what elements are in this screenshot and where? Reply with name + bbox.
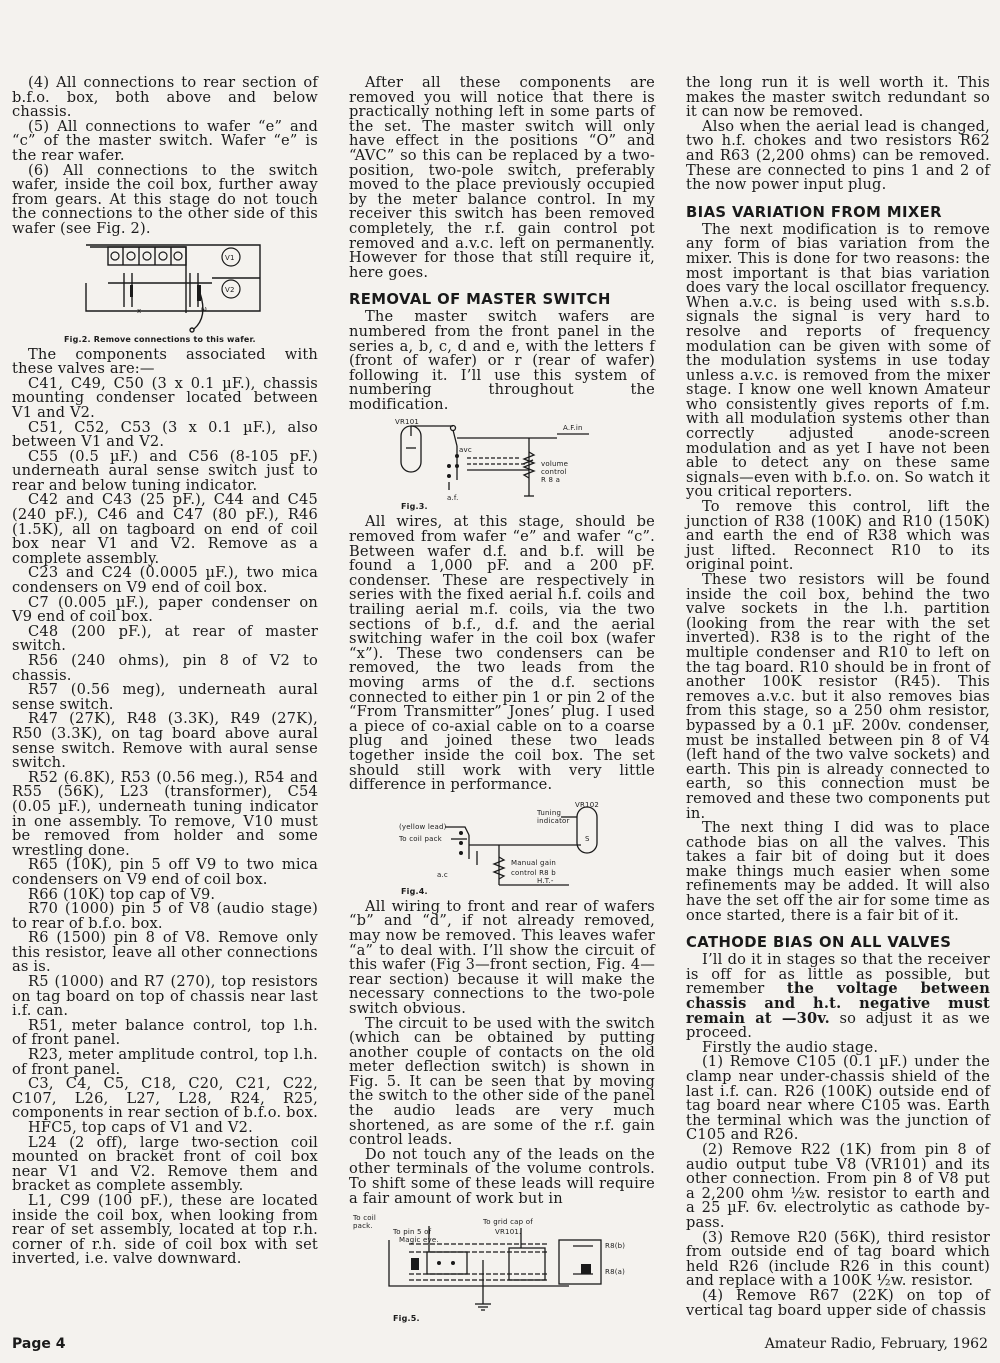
figure-3-caption: Fig.3. bbox=[401, 502, 428, 512]
figure-3-diagram bbox=[349, 418, 655, 502]
paragraph: R52 (6.8K), R53 (0.56 meg.), R54 and R55 (56K), L23 (transformer), C54 (0.05 µF.), underneath tuning indicator in one assembly. To remove, V10 must be removed from holder and some wrestling done. bbox=[12, 768, 318, 859]
paragraph: (5) All connections to wafer “e” and “c” of the master switch. Wafer “e” is the rear wafer. bbox=[12, 117, 318, 164]
paragraph: R56 (240 ohms), pin 8 of V2 to chassis. bbox=[12, 652, 318, 684]
paragraph: R6 (1500) pin 8 of V8. Remove only this resistor, leave all other connections as is. bbox=[12, 929, 318, 976]
paragraph: C3, C4, C5, C18, C20, C21, C22, C107, L26, L27, L28, R24, R25, components in rear section of b.f.o. box. bbox=[12, 1075, 318, 1122]
paragraph: (4) Remove R67 (22K) on top of vertical tag board upper side of chassis bbox=[686, 1286, 990, 1319]
column-2 bbox=[349, 76, 655, 1327]
publication-footer: Amateur Radio, February, 1962 bbox=[764, 1336, 988, 1352]
figure-5-diagram bbox=[349, 1212, 655, 1316]
paragraph: (1) Remove C105 (0.1 µF.) under the clamp near under-chassis shield of the last i.f. can. R26 (100K) outside end of tag board near where C105 was. Earth the terminal which was the junction of C105 and R26. bbox=[686, 1053, 990, 1144]
magic-eye-label: Magic eye. bbox=[399, 1236, 439, 1245]
r8b-label: R8(b) bbox=[605, 1242, 626, 1251]
r8b-label: control R8 b bbox=[511, 868, 556, 877]
paragraph: The master switch wafers are numbered from the front panel in the series a, b, c, d and e, with the letters f (front of wafer) or r (rear of wafer) following it. I’ll use this system of numbering throughout the modification. bbox=[349, 308, 655, 413]
afin-label: A.F.in bbox=[563, 424, 583, 433]
paragraph: To remove this control, lift the junction of R38 (100K) and R10 (150K) and earth the end of R38 which was just lifted. Reconnect R10 to its original point. bbox=[686, 498, 990, 574]
paragraph: (4) All connections to rear section of b.f.o. box, both above and below chassis. bbox=[12, 74, 318, 121]
section-heading: BIAS VARIATION FROM MIXER bbox=[686, 203, 942, 221]
paragraph: R5 (1000) and R7 (270), top resistors on tag board on top of chassis near last i.f. can. bbox=[12, 973, 318, 1020]
tuning-label: Tuning bbox=[537, 808, 562, 817]
ac-label: a.c bbox=[437, 870, 448, 879]
column-1 bbox=[12, 76, 318, 1267]
paragraph: L24 (2 off), large two-section coil mounted on bracket front of coil box near V1 and V2. Remove them and bracket as complete assembly. bbox=[12, 1133, 318, 1195]
vr101-label: VR101 bbox=[395, 418, 420, 427]
figure-4 bbox=[349, 799, 655, 896]
paragraph: C42 and C43 (25 pF.), C44 and C45 (240 pF.), C46 and C47 (80 pF.), R46 (1.5K), all on tagboard on end of coil box near V1 and V2. Remove as a complete assembly. bbox=[12, 491, 318, 567]
figure-3 bbox=[349, 418, 655, 511]
grid-cap-label: To grid cap of bbox=[483, 1218, 533, 1227]
paragraph: After all these components are removed you will notice that there is practically nothing left in some parts of the set. The master switch will only have effect in the positions “O” and “AVC” so this can be replaced by a two-position, two-pole switch, preferably moved to the place previously occupied by the meter balance control. In my receiver this switch has been removed completely, the r.f. gain control pot removed and a.v.c. left on permanently. However for those that still require it, here goes. bbox=[349, 74, 655, 281]
paragraph: C23 and C24 (0.0005 µF.), two mica condensers on V9 end of coil box. bbox=[12, 564, 318, 597]
paragraph: The components associated with these valves are:— bbox=[12, 345, 318, 378]
control-label: control bbox=[541, 468, 567, 477]
paragraph: R66 (10K) top cap of V9. bbox=[28, 885, 216, 903]
figure-2-diagram bbox=[12, 243, 318, 339]
v2-label: V2 bbox=[225, 285, 235, 294]
paragraph: C55 (0.5 µF.) and C56 (8-105 pF.) underneath aural sense switch just to rear and below tuning indicator. bbox=[12, 447, 318, 494]
paragraph: Do not touch any of the leads on the other terminals of the volume controls. To shift some of these leads will require a fair amount of work but in bbox=[349, 1145, 655, 1207]
paragraph: the long run it is well worth it. This makes the master switch redundant so it can now be removed. bbox=[686, 74, 990, 121]
vr101-label: VR101. bbox=[495, 1228, 522, 1237]
emphasis-text: the voltage between chassis and h.t. negative must remain at —30v. bbox=[686, 980, 991, 1027]
af-label: a.f. bbox=[447, 494, 459, 503]
paragraph: All wires, at this stage, should be removed from wafer “e” and wafer “c”. Between wafer d.f. and b.f. will be found a 1,000 pF. and a 200 pF. condenser. These are respectively in series with the fixed aerial h.f. coils and trailing aerial m.f. coils, via the two sections of b.f., d.f. and the aerial switching wafer in the coil box (wafer “x”). These two condensers can be removed, the two leads from the moving arms of the d.f. sections connected to either pin 1 or pin 2 of the “From Transmitter” Jones’ plug. I used a piece of co-axial cable on to a coarse plug and joined these two leads together inside the coil box. The set should still work with very little difference in performance. bbox=[349, 513, 655, 794]
manual-gain-label: Manual gain bbox=[511, 858, 556, 867]
paragraph: The next modification is to remove any form of bias variation from the mixer. This is done for two reasons: the most important is that bias variation does vary the local oscillator frequency. When a.v.c. is being used with s.s.b. signals the signal is very hard to resolve and reports of frequency modulation can be given with some of the modulation systems in use today unless a.v.c. is removed from the mixer stage. I know one well known Amateur who consistently gives reports of f.m. with all modulation systems other than correctly adjusted anode-screen modulation and as yet I have not been able to detect any on these same signals—even with b.f.o. on. So watch it you critical reporters. bbox=[686, 220, 990, 501]
r8a-label: R 8 a bbox=[541, 476, 561, 485]
paragraph-text: so adjust it as we proceed. bbox=[686, 1009, 990, 1042]
paragraph: C7 (0.005 µF.), paper condenser on V9 end of coil box. bbox=[12, 593, 318, 626]
figure-5 bbox=[349, 1212, 655, 1323]
paragraph: Also when the aerial lead is changed, two h.f. chokes and two resistors R62 and R63 (2,200 ohms) can be removed. These are connected to pins 1 and 2 of the now power input plug. bbox=[686, 117, 990, 194]
paragraph: R23, meter amplitude control, top l.h. of front panel. bbox=[12, 1046, 318, 1078]
paragraph: R57 (0.56 meg), underneath aural sense switch. bbox=[12, 681, 318, 713]
paragraph: C48 (200 pF.), at rear of master switch. bbox=[12, 622, 318, 655]
paragraph: C41, C49, C50 (3 x 0.1 µF.), chassis mounting condenser located between V1 and V2. bbox=[12, 374, 318, 421]
paragraph-text: I’ll do it in stages so that the receiver is off for as little as possible, but remember bbox=[686, 951, 990, 998]
wafer-label: ω bbox=[201, 304, 208, 313]
paragraph: R51, meter balance control, top l.h. of front panel. bbox=[12, 1016, 318, 1049]
r8a-label: R8(a) bbox=[605, 1268, 626, 1277]
ht-label: H.T.- bbox=[537, 876, 554, 885]
paragraph: R65 (10K), pin 5 off V9 to two mica condensers on V9 end of coil box. bbox=[12, 856, 318, 888]
paragraph bbox=[686, 953, 990, 1041]
pin5-label: To pin 5 of bbox=[393, 1228, 432, 1237]
paragraph: C51, C52, C53 (3 x 0.1 µF.), also between V1 and V2. bbox=[12, 418, 318, 451]
paragraph: (2) Remove R22 (1K) from pin 8 of audio output tube V8 (VR101) and its other connection. From pin 8 of V8 put a 2,200 ohm ½w. resistor to earth and a 25 µF. 6v. electrolytic as cathode by-pass. bbox=[686, 1140, 990, 1231]
paragraph: These two resistors will be found inside the coil box, behind the two valve sockets in the l.h. partition (looking from the rear with the set inverted). R38 is to the right of the multiple condenser and R10 to left on the tag board. R10 should be in front of another 100K resistor (R45). This removes a.v.c. but it also removes bias from this stage, so a 250 ohm resistor, bypassed by a 0.1 µF. 200v. condenser, must be installed between pin 8 of V4 (left hand of the two valve sockets) and earth. This pin is already connected to earth, so this connection must be removed and these two components put in. bbox=[686, 571, 990, 822]
figure-4-caption: Fig.4. bbox=[401, 886, 428, 896]
paragraph: (6) All connections to the switch wafer, inside the coil box, further away from gears. At this stage do not touch the connections to the other side of this wafer (see Fig. 2). bbox=[12, 161, 318, 237]
paragraph: Firstly the audio stage. bbox=[702, 1038, 879, 1056]
column-3 bbox=[686, 76, 990, 1318]
paragraph: (3) Remove R20 (56K), third resistor from outside end of tag board which held R26 (include R26 in this count) and replace with a 100K ½w. resistor. bbox=[686, 1228, 990, 1290]
paragraph: R70 (1000) pin 5 of V8 (audio stage) to rear of b.f.o. box. bbox=[12, 900, 318, 932]
s-label: S bbox=[585, 834, 590, 843]
v1-label: V1 bbox=[225, 253, 235, 262]
indicator-label: indicator bbox=[537, 816, 570, 825]
paragraph: The next thing I did was to place cathode bias on all the valves. This takes a fair bit of doing but it does make things much easier when some refinements may be added. It will also have the set off the air for some time as once started, there is a fair bit of it. bbox=[686, 819, 990, 924]
figure-4-diagram bbox=[349, 799, 655, 893]
yellow-lead-label: (yellow lead) bbox=[399, 822, 447, 831]
avc-label: avc bbox=[459, 446, 472, 455]
figure-2-caption: Fig.2. Remove connections to this wafer. bbox=[64, 334, 256, 344]
paragraph: HFC5, top caps of V1 and V2. bbox=[28, 1119, 253, 1136]
paragraph: All wiring to front and rear of wafers “b” and “d”, if not already removed, may now be removed. This leaves wafer “a” to deal with. I’ll show the circuit of this wafer (Fig 3—front section, Fig. 4—rear section) because it will make the necessary connections to the two-pole switch obvious. bbox=[349, 897, 655, 1017]
figure-2 bbox=[12, 243, 318, 344]
vr102-label: VR102 bbox=[575, 800, 600, 809]
figure-5-caption: Fig.5. bbox=[393, 1314, 420, 1324]
section-heading: CATHODE BIAS ON ALL VALVES bbox=[686, 934, 952, 952]
section-heading: REMOVAL OF MASTER SWITCH bbox=[349, 291, 611, 309]
paragraph: R47 (27K), R48 (3.3K), R49 (27K), R50 (3.3K), on tag board above aural sense switch. Remove with aural sense switch. bbox=[12, 710, 318, 772]
volume-label: volume bbox=[541, 460, 569, 469]
to-coil-pack-label: To coil pack bbox=[399, 834, 442, 843]
to-coil-label: To coil bbox=[353, 1214, 377, 1223]
pack-label: pack. bbox=[353, 1222, 373, 1231]
paragraph: L1, C99 (100 pF.), these are located inside the coil box, when looking from rear of set assembly, located at top r.h. corner of r.h. side of coil box with set inverted, i.e. valve downward. bbox=[12, 1191, 318, 1268]
page-number: Page 4 bbox=[12, 1336, 66, 1352]
paragraph: The circuit to be used with the switch (which can be obtained by putting another couple of contacts on the old meter deflection switch) is shown in Fig. 5. It can be seen that by moving the switch to the other side of the panel the audio leads are very much shortened, as are some of the r.f. gain control leads. bbox=[349, 1014, 655, 1149]
x-label: x bbox=[137, 306, 142, 315]
